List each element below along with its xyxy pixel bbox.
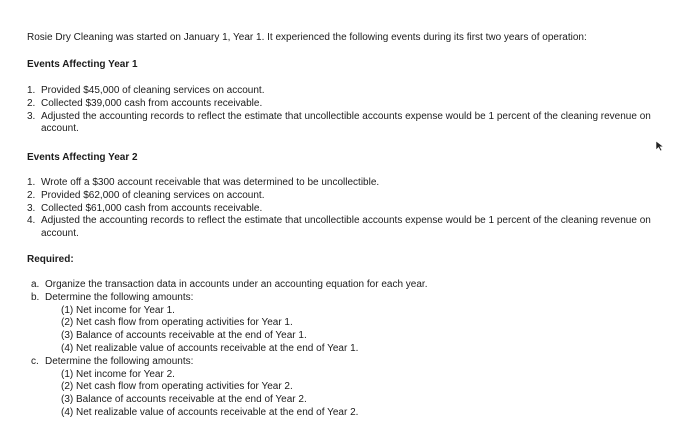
list-item: (3) Balance of accounts receivable at the end of Year 1. [61,330,307,342]
required-heading: Required: [27,254,74,265]
item-text: Collected $39,000 cash from accounts receivable. [41,97,263,109]
list-item [27,85,687,98]
year2-heading: Events Affecting Year 2 [27,152,138,163]
required-list [31,279,671,420]
item-letter: c. [31,355,39,367]
item-text: Provided $62,000 of cleaning services on account. [41,189,265,201]
item-number: 2. [27,189,36,201]
item-number: 3. [27,110,36,122]
required-item-c [31,356,671,420]
required-item-b [31,292,671,356]
list-item [27,203,687,216]
list-item: (2) Net cash flow from operating activities for Year 2. [61,381,293,393]
item-number: 2. [27,97,36,109]
item-text: Collected $61,000 cash from accounts receivable. [41,202,263,214]
list-item: (3) Balance of accounts receivable at the end of Year 2. [61,394,307,406]
year1-events-list [27,85,687,136]
item-letter: b. [31,291,40,303]
intro-text: Rosie Dry Cleaning was started on January 1, Year 1. It experienced the following events during its first two years of operation: [27,32,587,43]
item-text: Adjusted the accounting records to reflect the estimate that uncollectible accounts expense would be 1 percent of the cleaning revenue on account. [41,215,651,240]
item-text: Adjusted the accounting records to reflect the estimate that uncollectible accounts expense would be 1 percent of the cleaning revenue on account. [41,110,651,135]
item-text: Determine the following amounts: [45,355,194,367]
item-number: 4. [27,215,36,227]
list-item [27,177,687,190]
year2-events-list [27,177,687,241]
item-letter: a. [31,279,40,290]
list-item: (4) Net realizable value of accounts receivable at the end of Year 2. [61,406,359,418]
list-item [27,111,687,137]
item-text: Organize the transaction data in accounts under an accounting equation for each year. [45,279,428,290]
item-text: Determine the following amounts: [45,291,194,303]
list-item: (2) Net cash flow from operating activities for Year 1. [61,317,293,329]
required-item-a [31,279,671,292]
year1-heading: Events Affecting Year 1 [27,59,138,70]
list-item [27,98,687,111]
item-number: 3. [27,202,36,214]
list-item: (1) Net income for Year 2. [61,368,175,380]
item-text: Wrote off a $300 account receivable that was determined to be uncollectible. [41,177,380,188]
list-item [27,215,687,241]
list-item: (4) Net realizable value of accounts receivable at the end of Year 1. [61,342,359,354]
list-item: (1) Net income for Year 1. [61,304,175,316]
item-number: 1. [27,85,36,96]
mouse-cursor-icon [655,140,665,152]
item-text: Provided $45,000 of cleaning services on account. [41,85,265,96]
item-number: 1. [27,177,36,188]
list-item [27,190,687,203]
